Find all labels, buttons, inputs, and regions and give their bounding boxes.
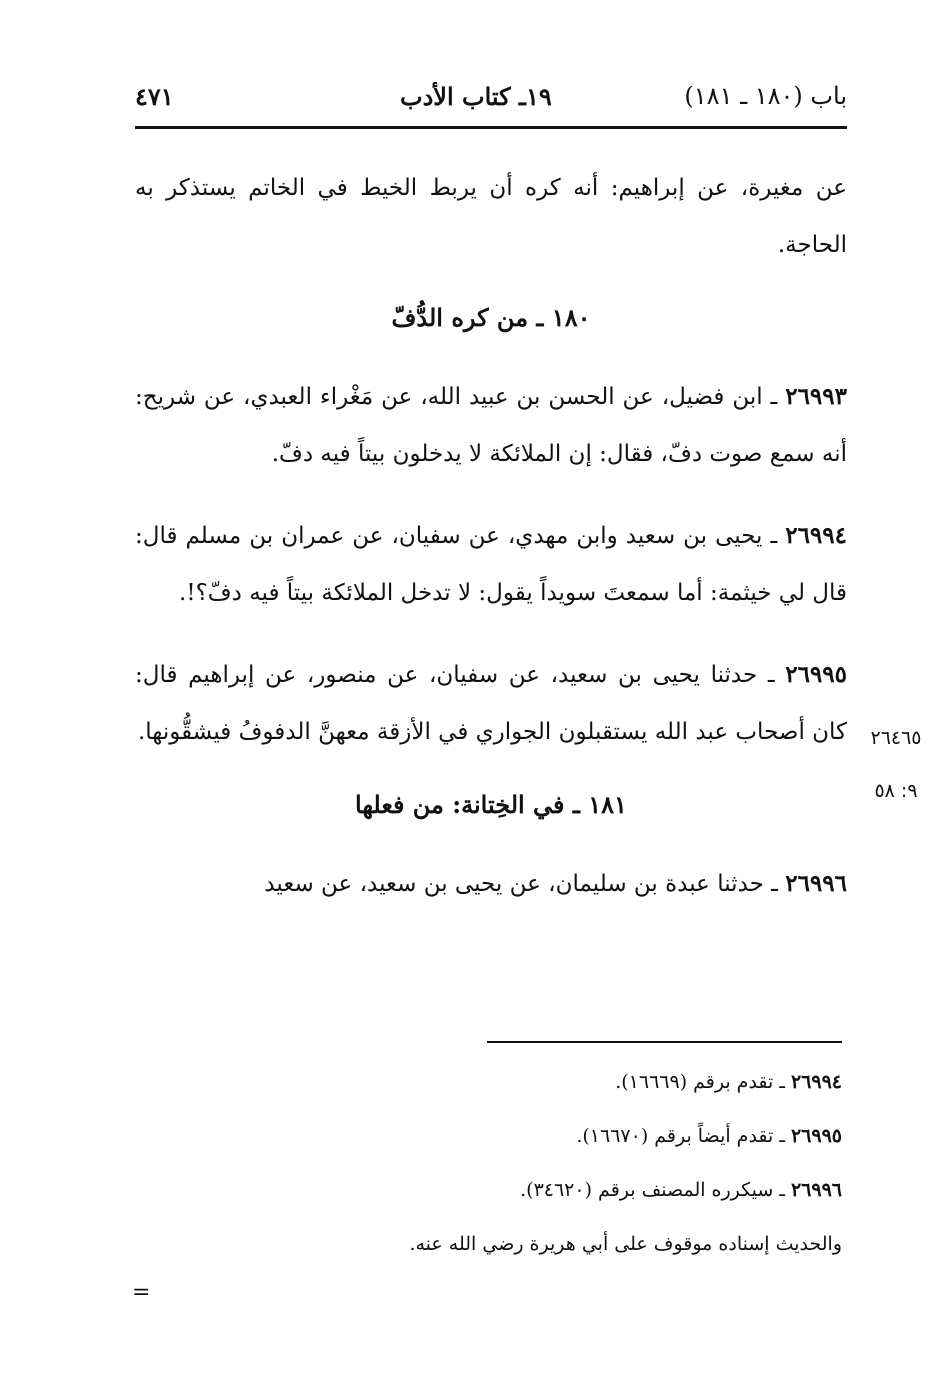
hadith-text: ـ ابن فضيل، عن الحسن بن عبيد الله، عن مَغْراء العبدي، عن شريح: أنه سمع صوت دفّ، فقال: إن الملائكة لا يدخلون بيتاً فيه دفّ. [135, 384, 847, 467]
footnote-number: ٢٦٩٩٥ [790, 1125, 842, 1147]
hadith-text: ـ حدثنا يحيى بن سعيد، عن سفيان، عن منصور، عن إبراهيم قال: كان أصحاب عبد الله يستقبلون الجواري في الأزقة معهنَّ الدفوفُ فيشقُّونها. [135, 662, 847, 745]
hadith-number: ٢٦٩٩٦ [785, 870, 847, 897]
continuation-mark: = [132, 1280, 151, 1305]
footnote-26995 [242, 1122, 842, 1150]
hadith-number: ٢٦٩٩٤ [785, 522, 847, 549]
footnote-number: ٢٦٩٩٦ [790, 1179, 842, 1201]
chapter-heading-180: ١٨٠ ـ من كره الدُّفّ [391, 303, 591, 332]
paragraph-continued [135, 160, 847, 274]
footnote-separator [487, 1041, 842, 1043]
footnote-text: ـ تقدم برقم (١٦٦٦٩). [615, 1071, 791, 1093]
chapter-heading-181: ١٨١ ـ في الخِتانة: من فعلها [355, 790, 627, 819]
footnote-number: ٢٦٩٩٤ [790, 1071, 842, 1093]
paragraph-text: عن مغيرة، عن إبراهيم: أنه كره أن يربط الخيط في الخاتم يستذكر به الحاجة. [135, 175, 847, 258]
main-text [135, 160, 847, 937]
page-number: ٤٧١ [135, 82, 174, 111]
footnote-26994 [242, 1068, 842, 1096]
header-book-title: ١٩ـ كتاب الأدب [400, 82, 552, 111]
footnote-note [242, 1230, 842, 1258]
footnote-26996 [242, 1176, 842, 1204]
hadith-26996 [135, 855, 847, 913]
footnote-text: ـ تقدم أيضاً برقم (١٦٦٧٠). [576, 1125, 791, 1147]
margin-volume-page: ٩: ٥٨ [874, 780, 918, 802]
hadith-number: ٢٦٩٩٣ [785, 383, 847, 410]
hadith-number: ٢٦٩٩٥ [785, 661, 847, 688]
margin-reference-number: ٢٦٤٦٥ [870, 727, 922, 749]
running-header [135, 82, 847, 122]
hadith-26995 [135, 646, 847, 761]
footnote-text: والحديث إسناده موقوف على أبي هريرة رضي الله عنه. [409, 1233, 842, 1255]
hadith-26993 [135, 368, 847, 483]
footnote-text: ـ سيكرره المصنف برقم (٣٤٦٢٠). [520, 1179, 791, 1201]
hadith-26994 [135, 507, 847, 622]
header-section-range: باب (١٨٠ ـ ١٨١) [684, 82, 847, 110]
hadith-text: ـ يحيى بن سعيد وابن مهدي، عن سفيان، عن عمران بن مسلم قال: قال لي خيثمة: أما سمعتَ سويداً يقول: لا تدخل الملائكة بيتاً فيه دفّ؟!. [135, 523, 847, 606]
hadith-text: ـ حدثنا عبدة بن سليمان، عن يحيى بن سعيد، عن سعيد [264, 871, 786, 897]
footnotes [242, 1068, 842, 1284]
header-rule [135, 126, 847, 129]
